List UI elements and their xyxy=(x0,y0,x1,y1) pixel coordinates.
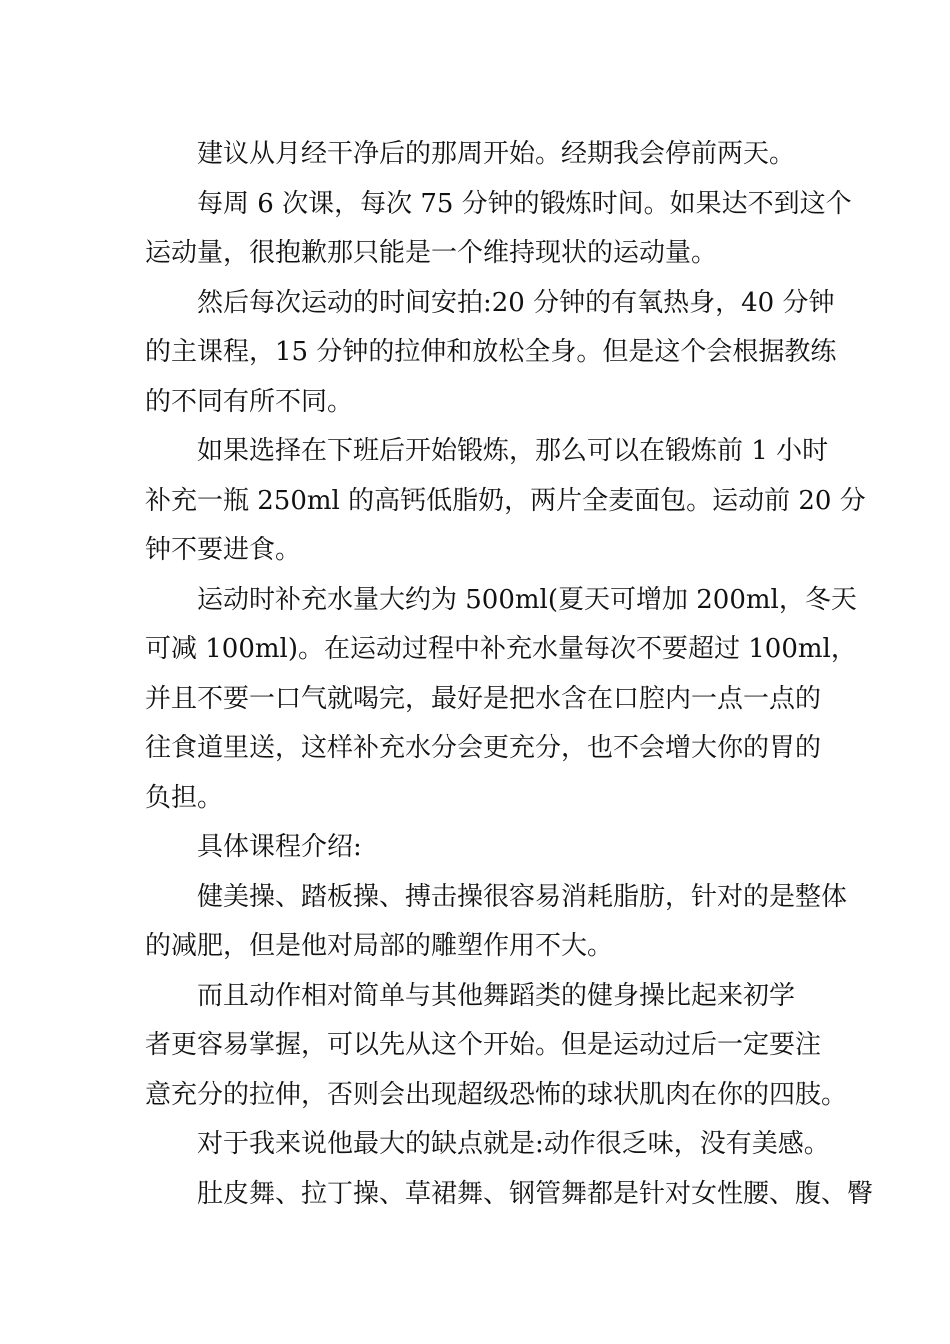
text-line: 意充分的拉伸，否则会出现超级恐怖的球状肌肉在你的四肢。 xyxy=(145,1079,848,1110)
text-line: 补充一瓶 250ml 的高钙低脂奶，两片全麦面包。运动前 20 分 xyxy=(145,485,866,516)
text-line: 建议从月经干净后的那周开始。经期我会停前两天。 xyxy=(197,139,796,169)
text-line: 运动时补充水量大约为 500ml(夏天可增加 200ml，冬天 xyxy=(197,584,857,615)
text-line: 往食道里送，这样补充水分会更充分，也不会增大你的胃的 xyxy=(145,733,822,763)
text-line: 然后每次运动的时间安拍:20 分钟的有氧热身，40 分钟 xyxy=(197,287,835,318)
text-line: 对于我来说他最大的缺点就是:动作很乏味，没有美感。 xyxy=(197,1129,830,1159)
text-line: 的主课程，15 分钟的拉伸和放松全身。但是这个会根据教练 xyxy=(145,337,837,367)
text-line: 的减肥，但是他对局部的雕塑作用不大。 xyxy=(145,931,614,961)
text-line: 运动量，很抱歉那只能是一个维持现状的运动量。 xyxy=(145,238,718,268)
text-line: 每周 6 次课，每次 75 分钟的锻炼时间。如果达不到这个 xyxy=(197,188,852,219)
text-line: 并且不要一口气就喝完，最好是把水含在口腔内一点一点的 xyxy=(145,683,822,714)
text-line: 的不同有所不同。 xyxy=(145,386,354,417)
text-line: 肚皮舞、拉丁操、草裙舞、钢管舞都是针对女性腰、腹、臀 xyxy=(197,1178,874,1209)
text-line: 可减 100ml)。在运动过程中补充水量每次不要超过 100ml， xyxy=(145,634,857,664)
document-body xyxy=(145,130,874,1219)
text-line: 如果选择在下班后开始锻炼，那么可以在锻炼前 1 小时 xyxy=(197,436,829,466)
text-line: 负担。 xyxy=(145,782,224,813)
text-line: 钟不要进食。 xyxy=(145,535,302,565)
text-line: 健美操、踏板操、搏击操很容易消耗脂肪，针对的是整体 xyxy=(197,881,848,912)
text-line: 而且动作相对简单与其他舞蹈类的健身操比起来初学 xyxy=(197,980,796,1011)
text-line: 具体课程介绍: xyxy=(197,832,362,862)
text-line: 者更容易掌握，可以先从这个开始。但是运动过后一定要注 xyxy=(145,1030,822,1060)
